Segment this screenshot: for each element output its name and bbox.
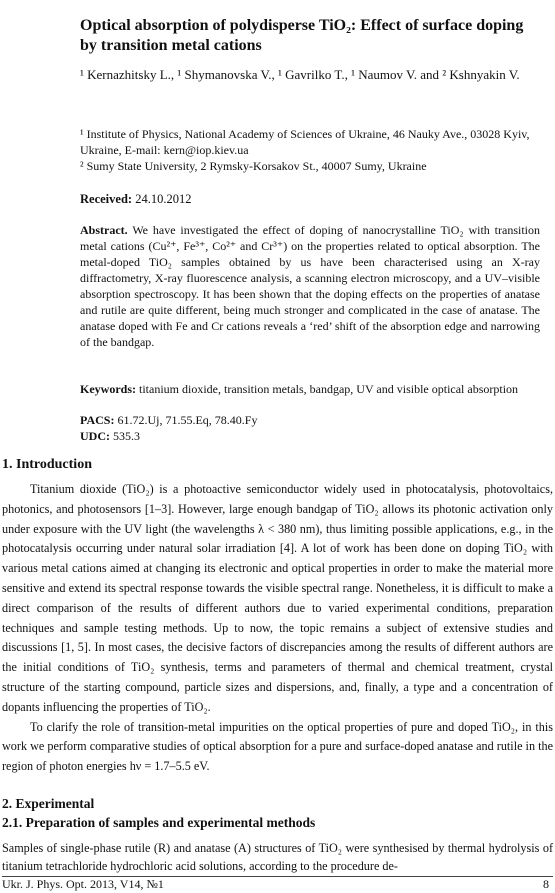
introduction-body [2, 480, 553, 777]
received-line [80, 192, 540, 207]
udc-code: 535.3 [113, 429, 140, 443]
udc-label: UDC: [80, 429, 110, 443]
classification [80, 412, 540, 444]
received-date: 24.10.2012 [135, 192, 192, 206]
received-label: Received: [80, 192, 133, 206]
intro-paragraph-1: Titanium dioxide (TiO₂) is a photoactive semiconductor widely used in photocatalysis, photovoltaics, photonics, and photosensors [1–3]. However, large enough bandgap of TiO₂ allows its photonic activation only under exposure with the UV light (the wavelengths λ < 380 nm), thus limiting possible applications, e.g., in the photocatalysis occurring under natural solar irradiation [4]. A lot of work has been done on doping TiO₂ with various metal cations aimed at changing its electronic and optical properties in order to make the material more sensitive and extend its spectral response towards the visible spectral range. Nonetheless, it is difficult to make a direct comparison of the results of different authors due to varied experimental conditions, preparation techniques and sample testing methods. Up to now, the topic remains a subject of extensive studies and discussions [1, 5]. In most cases, the decisive factors of discrepancies among the results of different authors are the initial conditions of TiO₂ synthesis, terms and parameters of thermal and chemical treatment, crystal structure of the starting compound, particle sizes and dispersions, and, finally, a type and a concentration of dopants influencing the properties of TiO₂. [2, 482, 553, 714]
page-number: 8 [543, 877, 549, 891]
affiliations [80, 126, 540, 174]
affiliation-2: ² Sumy State University, 2 Rymsky-Korsakov St., 40007 Sumy, Ukraine [80, 159, 427, 173]
pacs-codes: 61.72.Uj, 71.55.Eq, 78.40.Fy [117, 413, 258, 427]
pacs-line [80, 412, 540, 428]
intro-paragraph-2: To clarify the role of transition-metal impurities on the optical properties of pure and doped TiO₂, in this work we perform comparative studies of optical absorption for a pure and surface-doped anatase and rutile in the region of photon energies hν = 1.7–5.5 eV. [2, 719, 553, 774]
keywords-text: titanium dioxide, transition metals, bandgap, UV and visible optical absorption [139, 382, 519, 396]
author-list: ¹ Kernazhitsky L., ¹ Shymanovska V., ¹ Gavrilko T., ¹ Naumov V. and ² Kshnyakin V. [80, 67, 520, 82]
keywords-label: Keywords: [80, 382, 136, 396]
subsection-heading-preparation: 2.1. Preparation of samples and experimental methods [2, 815, 316, 830]
udc-line [80, 428, 540, 444]
keywords [80, 381, 540, 397]
pacs-label: PACS: [80, 413, 115, 427]
section-heading-introduction: 1. Introduction [2, 457, 92, 472]
methods-paragraph: Samples of single-phase rutile (R) and anatase (A) structures of TiO₂ were synthesised by thermal hydrolysis of titanium tetrachloride hydrochloric acid solutions, according to the procedure de- [2, 841, 553, 873]
paper-title: Optical absorption of polydisperse TiO₂: Effect of surface doping by transition metal cations [80, 17, 524, 54]
affiliation-1: ¹ Institute of Physics, National Academy of Sciences of Ukraine, 46 Nauky Ave., 03028 Kyiv, Ukraine, E-mail: kern@iop.kiev.ua [80, 127, 530, 157]
abstract [80, 222, 540, 350]
journal-citation: Ukr. J. Phys. Opt. 2013, V14, №1 [2, 877, 164, 891]
section-heading-experimental: 2. Experimental [2, 796, 95, 811]
abstract-label: Abstract. [80, 223, 128, 237]
abstract-text: We have investigated the effect of doping of nanocrystalline TiO₂ with transition metal cations (Cu²⁺, Fe³⁺, Co²⁺ and Cr³⁺) on the properties related to optical absorption. The metal-doped TiO₂ samples obtained by us have been characterised using an X-ray diffractometry, X-ray fluorescence analysis, a scanning electron microscopy, and a UV–visible absorption spectroscopy. It has been shown that the doping effects on the properties of anatase and rutile are quite different, being much stronger and complicated in the case of anatase. The anatase doped with Fe and Cr cations reveals a ‘red’ shift of the absorption edge and narrowing of the bandgap. [80, 223, 540, 349]
